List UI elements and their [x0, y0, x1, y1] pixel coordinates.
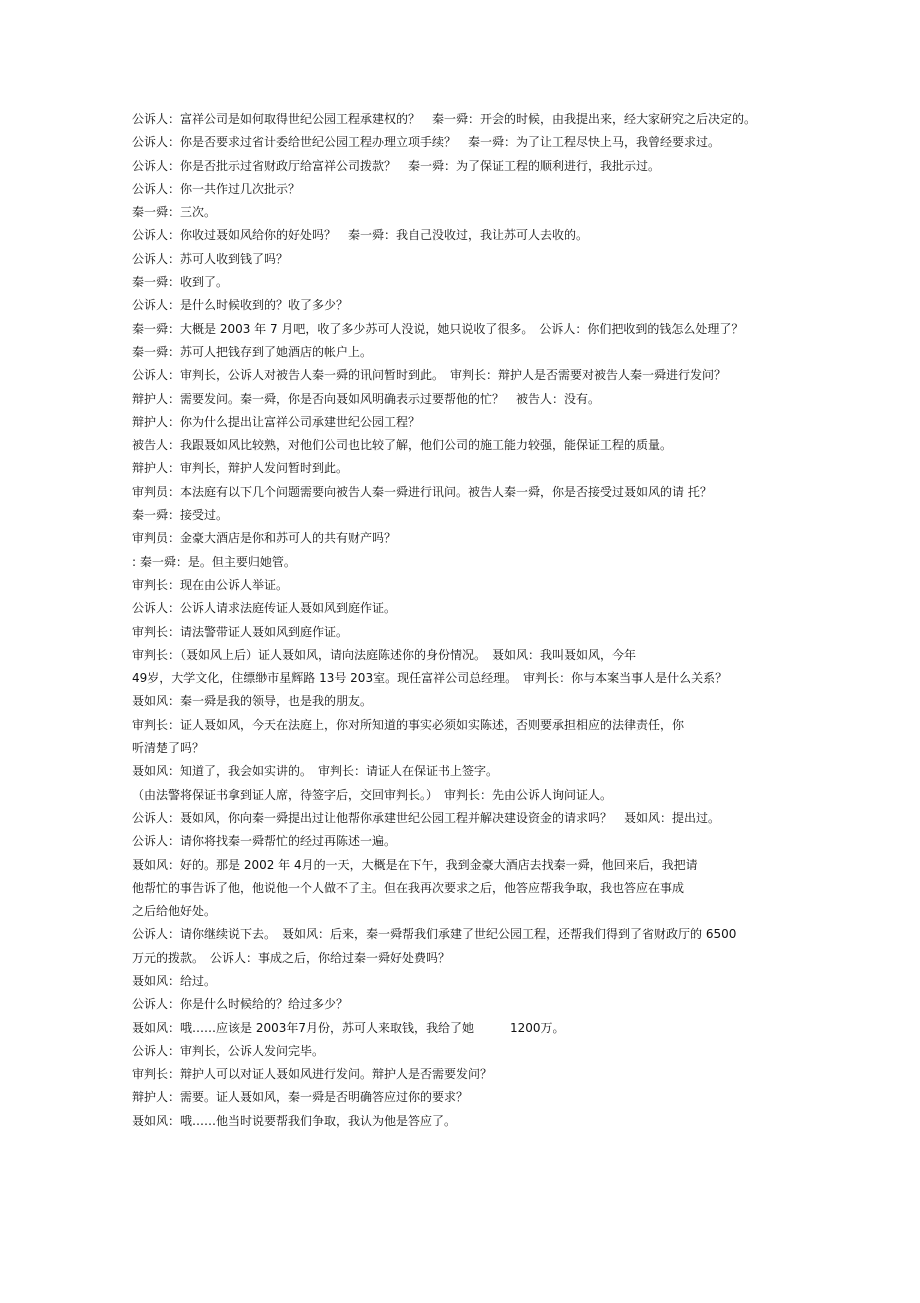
transcript-line: 秦一舜：苏可人把钱存到了她酒店的帐户上。: [132, 344, 373, 359]
transcript-line: 公诉人：请你继续说下去。 聂如风：后来，秦一舜帮我们承建了世纪公园工程，还帮我们得到了省财政厅的 6500: [132, 927, 737, 942]
transcript-line: : 秦一舜：是。但主要归她管。: [132, 554, 296, 569]
transcript-line: 公诉人：富祥公司是如何取得世纪公园工程承建权的？ 秦一舜：开会的时候，由我提出来，经大家研究之后决定的。: [132, 112, 757, 126]
transcript-line: 公诉人：公诉人请求法庭传证人聂如风到庭作证。: [132, 601, 397, 616]
transcript-line: 49岁，大学文化，住缥缈市星辉路 13号 203室。现任富祥公司总经理。 审判长：你与本案当事人是什么关系？: [132, 671, 728, 686]
transcript-line: 审判长：辩护人可以对证人聂如风进行发问。辩护人是否需要发问？: [132, 1067, 493, 1082]
transcript-line: 公诉人：你是否批示过省财政厅给富祥公司拨款？ 秦一舜：为了保证工程的顺利进行，我批示过。: [132, 158, 661, 173]
transcript-line: 公诉人：请你将找秦一舜帮忙的经过再陈述一遍。: [132, 834, 397, 849]
transcript-line: 聂如风：哦……他当时说要帮我们争取，我认为他是答应了。: [132, 1113, 457, 1128]
transcript-line: 辩护人：需要。证人聂如风，秦一舜是否明确答应过你的要求？: [132, 1090, 469, 1105]
transcript-body: [132, 108, 792, 1133]
transcript-line: 被告人：我跟聂如风比较熟，对他们公司也比较了解，他们公司的施工能力较强，能保证工程的质量。: [132, 438, 673, 453]
transcript-line: 审判长：（聂如风上后）证人聂如风，请向法庭陈述你的身份情况。 聂如风：我叫聂如风，今年: [132, 647, 637, 662]
transcript-line: 秦一舜：大概是 2003 年 7 月吧，收了多少苏可人没说，她只说收了很多。 公诉人：你们把收到的钱怎么处理了？: [132, 321, 744, 336]
transcript-line: 聂如风：秦一舜是我的领导，也是我的朋友。: [132, 694, 373, 709]
transcript-line: 辩护人：你为什么提出让富祥公司承建世纪公园工程？: [132, 414, 421, 429]
transcript-line: 审判长：请法警带证人聂如风到庭作证。: [132, 624, 349, 639]
transcript-line: 他帮忙的事告诉了他，他说他一个人做不了主。但在我再次要求之后，他答应帮我争取，我也答应在事成: [132, 880, 685, 895]
transcript-line: 秦一舜：三次。: [132, 205, 217, 220]
transcript-line: 聂如风：给过。: [132, 973, 217, 988]
transcript-line: 审判长：证人聂如风，今天在法庭上，你对所知道的事实必须如实陈述，否则要承担相应的法律责任，你: [132, 717, 685, 732]
transcript-line: 公诉人：苏可人收到钱了吗？: [132, 251, 289, 266]
transcript-line: 审判长：现在由公诉人举证。: [132, 577, 289, 592]
transcript-line: 辩护人：审判长，辩护人发问暂时到此。: [132, 461, 349, 476]
transcript-line: 公诉人：审判长，公诉人对被告人秦一舜的讯问暂时到此。 审判长：辩护人是否需要对被告人秦一舜进行发问？: [132, 368, 727, 383]
transcript-line: 公诉人：你收过聂如风给你的好处吗？ 秦一舜：我自己没收过，我让苏可人去收的。: [132, 228, 589, 243]
transcript-line: 万元的拨款。 公诉人：事成之后，你给过秦一舜好处费吗？: [132, 950, 451, 965]
transcript-line: 秦一舜：接受过。: [132, 508, 229, 523]
transcript-line: 公诉人：是什么时候收到的？收了多少？: [132, 298, 349, 313]
transcript-line: 公诉人：聂如风，你向秦一舜提出过让他帮你承建世纪公园工程并解决建设资金的请求吗？ 聂如风：提出过。: [132, 810, 721, 825]
transcript-line: 公诉人：审判长，公诉人发问完毕。: [132, 1043, 325, 1058]
transcript-line: 聂如风：哦……应该是 2003年7月份，苏可人来取钱，我给了她 1200万。: [132, 1020, 565, 1035]
transcript-line: 聂如风：好的。那是 2002 年 4月的一天，大概是在下午，我到金豪大酒店去找秦一舜，他回来后，我把请: [132, 857, 698, 872]
transcript-line: 聂如风：知道了，我会如实讲的。 审判长：请证人在保证书上签字。: [132, 764, 499, 779]
transcript-line: 审判员：本法庭有以下几个问题需要向被告人秦一舜进行讯问。被告人秦一舜，你是否接受过聂如风的请 托？: [132, 484, 712, 499]
transcript-line: 秦一舜：收到了。: [132, 275, 229, 290]
transcript-line: 审判员：金豪大酒店是你和苏可人的共有财产吗？: [132, 531, 397, 546]
transcript-line: 公诉人：你一共作过几次批示？: [132, 181, 301, 196]
transcript-line: 公诉人：你是什么时候给的？给过多少？: [132, 997, 349, 1012]
transcript-line: 听清楚了吗？: [132, 741, 205, 756]
transcript-line: 公诉人：你是否要求过省计委给世纪公园工程办理立项手续？ 秦一舜：为了让工程尽快上马，我曾经要求过。: [132, 135, 721, 150]
transcript-line: 辩护人：需要发问。秦一舜，你是否向聂如风明确表示过要帮他的忙？ 被告人：没有。: [132, 391, 601, 406]
transcript-line: 之后给他好处。: [132, 904, 217, 919]
transcript-line: （由法警将保证书拿到证人席，待签字后，交回审判长。） 审判长：先由公诉人询问证人。: [132, 787, 613, 802]
